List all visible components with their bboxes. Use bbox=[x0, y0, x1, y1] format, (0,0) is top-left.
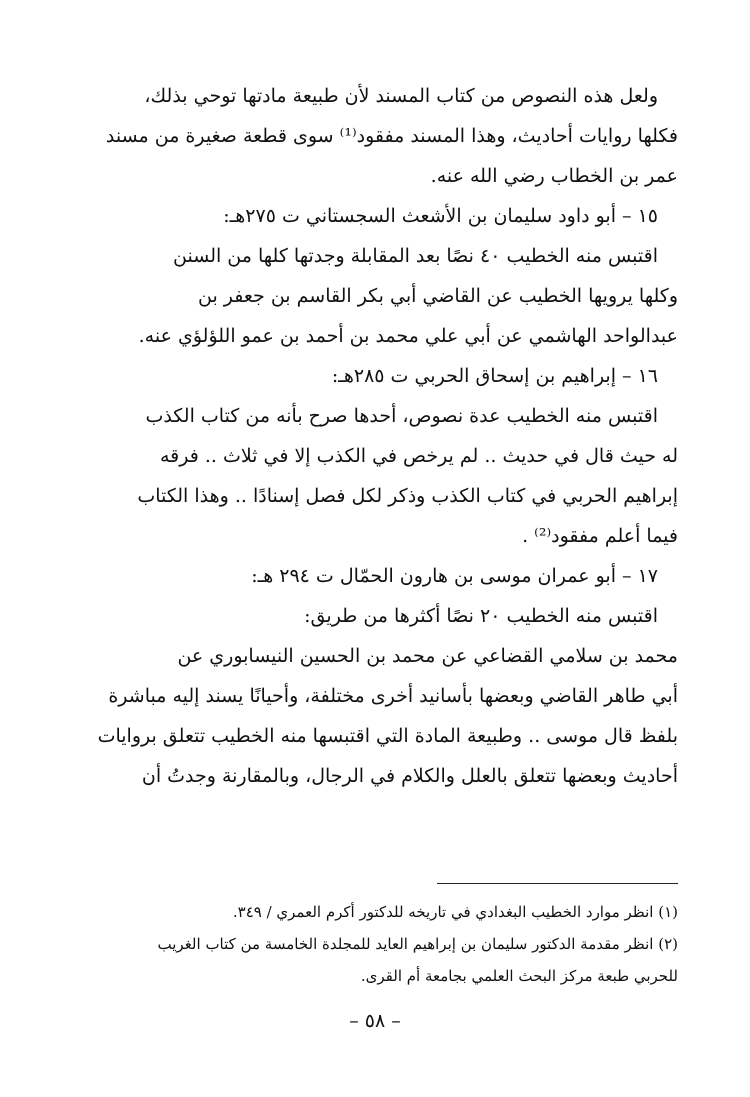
footnotes bbox=[78, 896, 678, 992]
text-line: أحاديث وبعضها تتعلق بالعلل والكلام في الرجال، وبالمقارنة وجدتُ أن bbox=[141, 765, 678, 787]
section-heading-16: ١٦ – إبراهيم بن إسحاق الحربي ت ٢٨٥هـ: bbox=[331, 365, 658, 387]
text-line: فكلها روايات أحاديث، وهذا المسند مفقود⁽¹⁾ سوى قطعة صغيرة من مسند bbox=[105, 125, 678, 147]
section-heading-17: ١٧ – أبو عمران موسى بن هارون الحمّال ت ٢٩٤ هـ: bbox=[251, 565, 658, 587]
text-line: بلفظ قال موسى .. وطبيعة المادة التي اقتبسها منه الخطيب تتعلق بروايات bbox=[97, 725, 678, 747]
text-line: عبدالواحد الهاشمي عن أبي علي محمد بن أحمد بن عمو اللؤلؤي عنه. bbox=[138, 325, 678, 347]
text-line: أبي طاهر القاضي وبعضها بأسانيد أخرى مختلفة، وأحيانًا يسند إليه مباشرة bbox=[108, 685, 678, 707]
footnote-2: (٢) انظر مقدمة الدكتور سليمان بن إبراهيم العايد للمجلدة الخامسة من كتاب الغريب bbox=[157, 935, 678, 953]
text-line: ولعل هذه النصوص من كتاب المسند لأن طبيعة مادتها توحي بذلك، bbox=[144, 85, 658, 107]
text-line: فيما أعلم مفقود⁽²⁾ . bbox=[522, 525, 678, 547]
footnote-1: (١) انظر موارد الخطيب البغدادي في تاريخه للدكتور أكرم العمري / ٣٤٩. bbox=[232, 903, 678, 921]
page-number: – ٥٨ – bbox=[349, 1010, 401, 1032]
main-text bbox=[78, 76, 678, 796]
text-line: محمد بن سلامي القضاعي عن محمد بن الحسين النيسابوري عن bbox=[177, 645, 678, 667]
text-line: عمر بن الخطاب رضي الله عنه. bbox=[430, 165, 678, 187]
text-line: إبراهيم الحربي في كتاب الكذب وذكر لكل فصل إسنادًا .. وهذا الكتاب bbox=[137, 485, 678, 507]
footnote-2-continued: للحربي طبعة مركز البحث العلمي بجامعة أم القرى. bbox=[360, 967, 678, 985]
text-line: له حيث قال في حديث .. لم يرخص في الكذب إلا في ثلاث .. فرقه bbox=[159, 445, 678, 467]
text-line: اقتبس منه الخطيب عدة نصوص، أحدها صرح بأنه من كتاب الكذب bbox=[145, 405, 658, 427]
text-line: اقتبس منه الخطيب ٤٠ نصًا بعد المقابلة وجدتها كلها من السنن bbox=[173, 245, 658, 267]
section-heading-15: ١٥ – أبو داود سليمان بن الأشعث السجستاني ت ٢٧٥هـ: bbox=[223, 205, 658, 227]
text-line: اقتبس منه الخطيب ٢٠ نصًا أكثرها من طريق: bbox=[304, 605, 658, 627]
footnote-separator bbox=[437, 883, 678, 884]
text-line: وكلها يرويها الخطيب عن القاضي أبي بكر القاسم بن جعفر بن bbox=[198, 285, 678, 307]
